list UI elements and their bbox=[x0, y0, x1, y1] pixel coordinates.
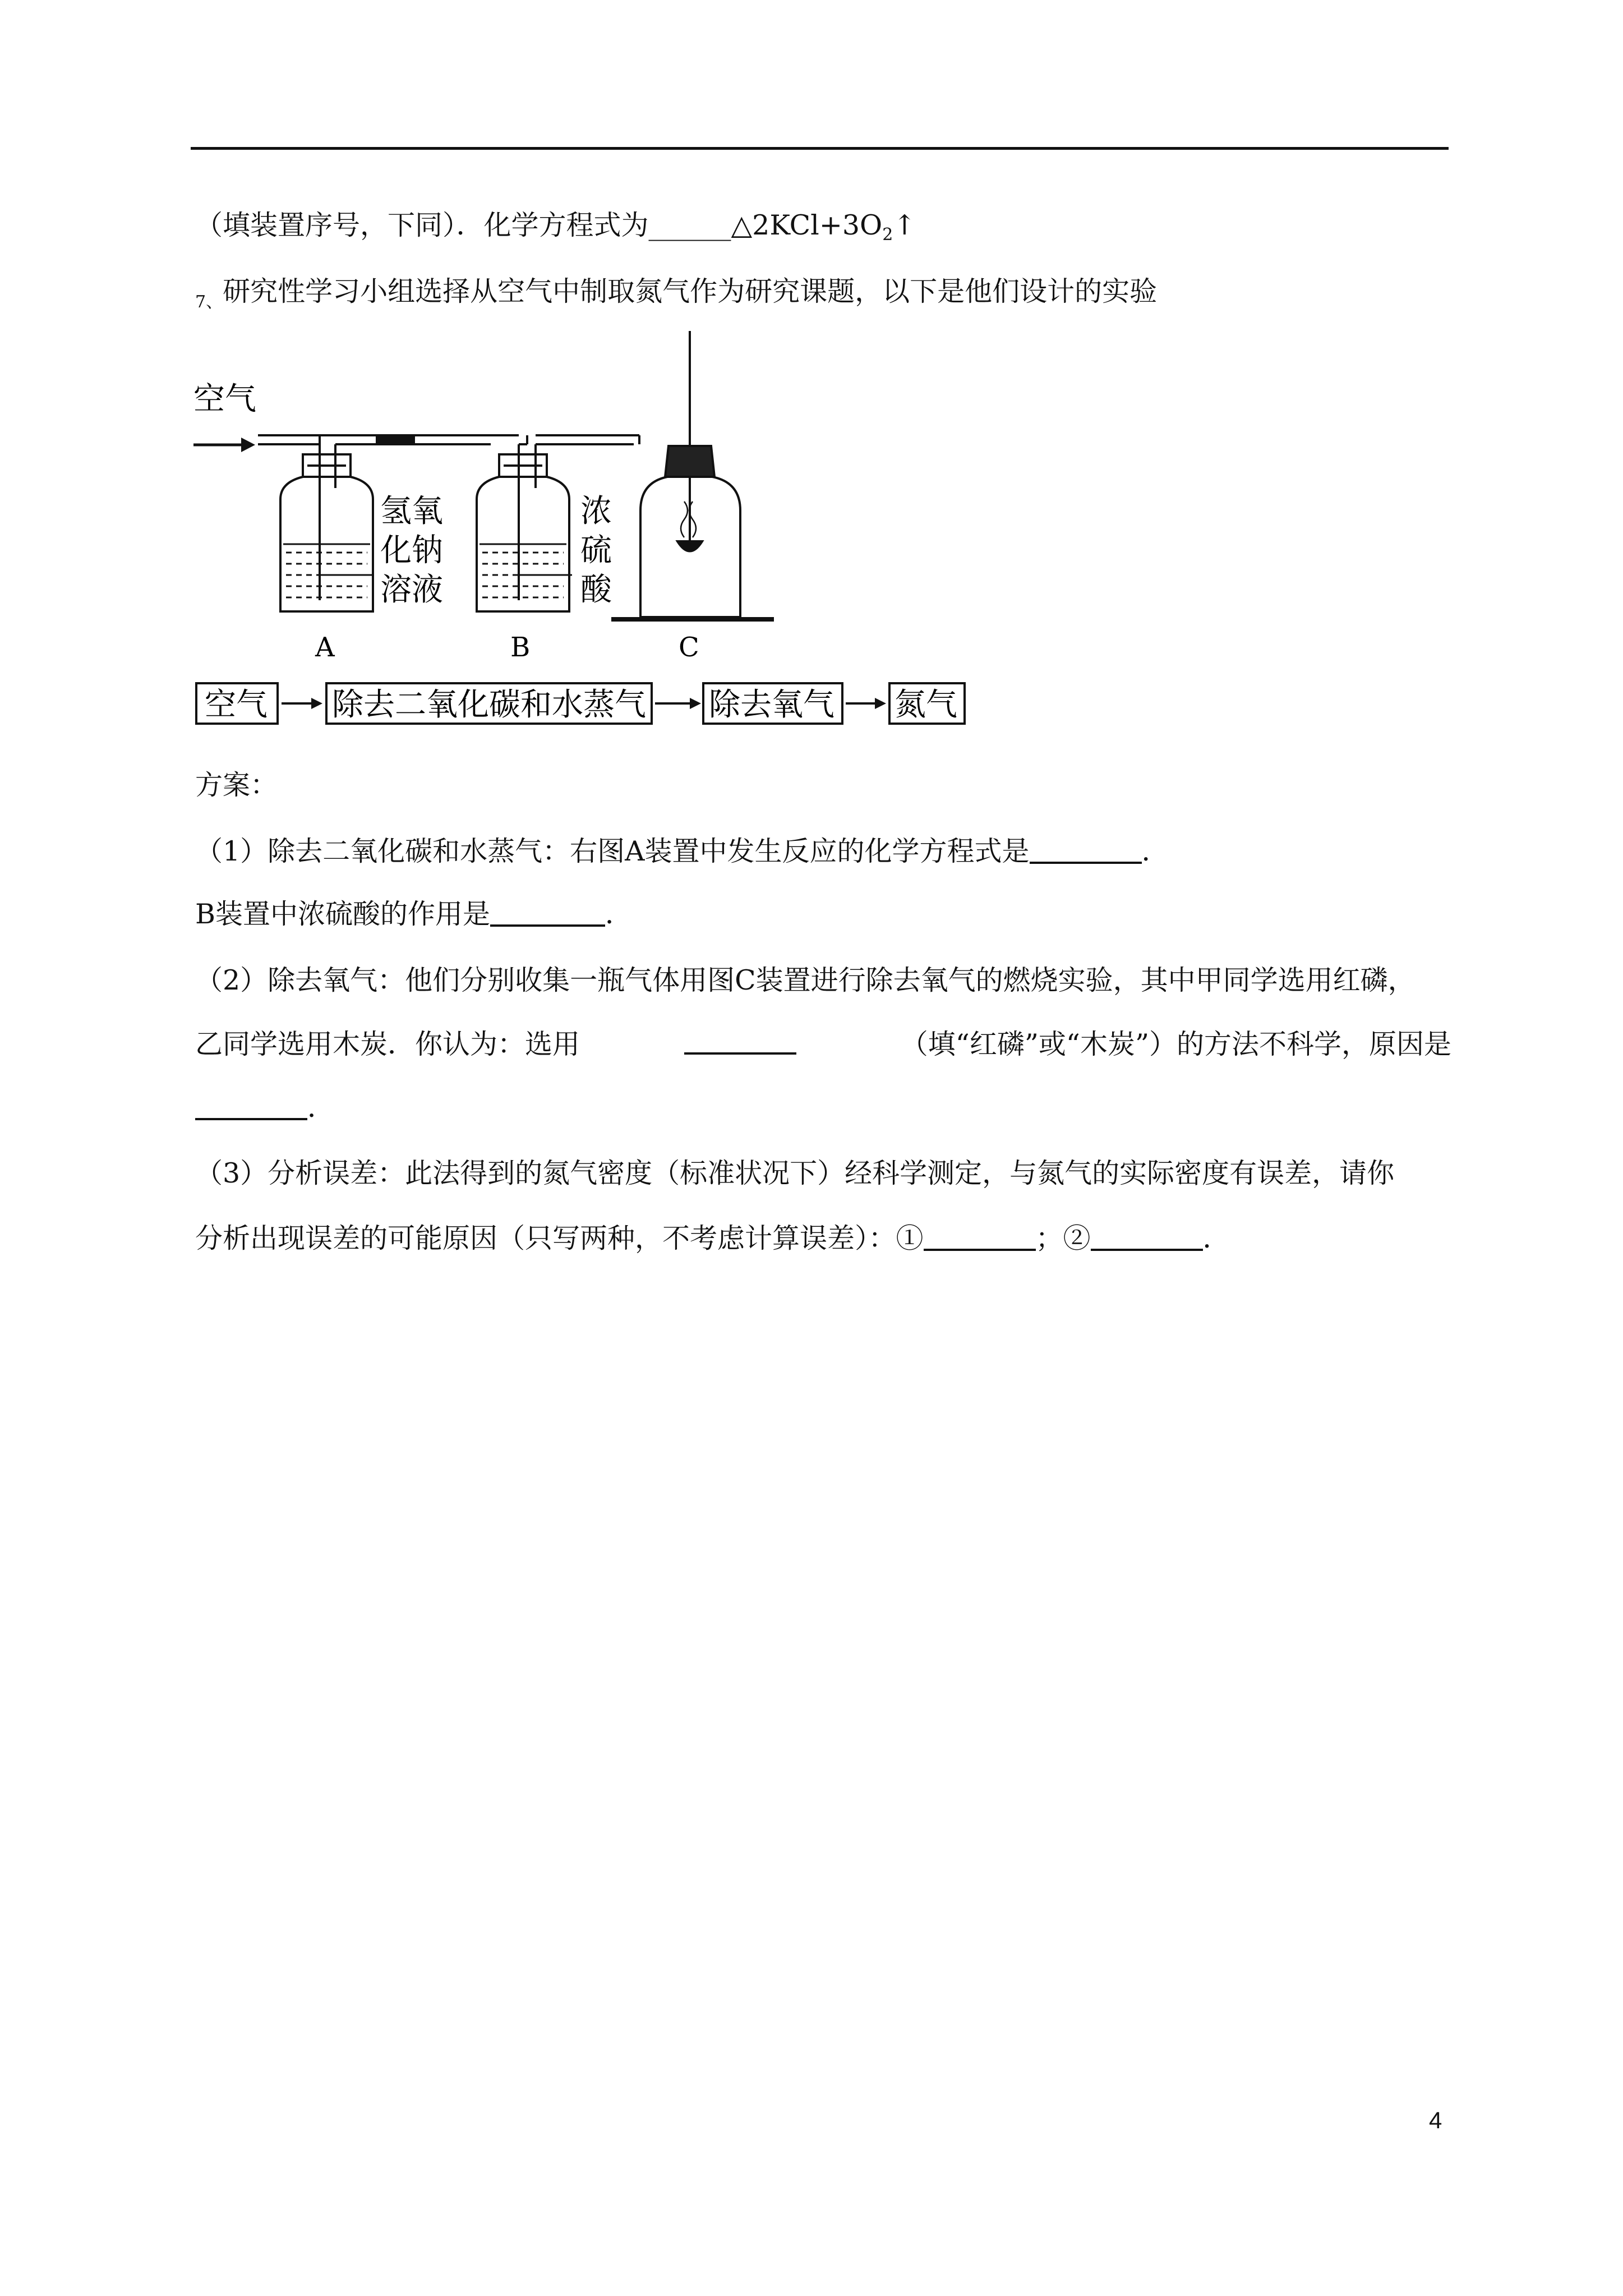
label-b: B bbox=[510, 632, 531, 663]
part-2-line-3: ． bbox=[195, 1091, 335, 1125]
flow-step-air: 空气 bbox=[205, 687, 268, 723]
reagent-a-line-2: 化钠 bbox=[380, 532, 443, 569]
header-rule bbox=[191, 147, 1449, 150]
flow-step-remove-o2: 除去氧气 bbox=[709, 687, 834, 723]
bottle-c bbox=[611, 331, 774, 619]
air-label: 空气 bbox=[193, 381, 256, 417]
reagent-b-line-1: 浓 bbox=[580, 493, 612, 530]
reagent-b-line-2: 硫 bbox=[580, 532, 612, 569]
answer-blank-3[interactable] bbox=[684, 1028, 796, 1055]
flow-step-nitrogen: 氮气 bbox=[895, 687, 957, 723]
question-7: $_{7、}$研究性学习小组选择从空气中制取氮气作为研究课题，以下是他们设计的实验 bbox=[195, 275, 1158, 312]
part-3-line-2: 分析出现误差的可能原因（只写两种，不考虑计算误差）：① ；② ． bbox=[195, 1222, 1230, 1254]
flow-step-remove-co2: 除去二氧化碳和水蒸气 bbox=[332, 687, 646, 723]
answer-blank-6[interactable] bbox=[1091, 1224, 1203, 1251]
reagent-a-line-1: 氢氧 bbox=[380, 493, 443, 530]
liquid-a bbox=[283, 544, 370, 597]
rubber-connector bbox=[376, 434, 415, 445]
text-line-equation: （填装置序号，下同）．化学方程式为$\_\_\_\_\_\_\triangle 2KCl+3O_2↑$ bbox=[195, 209, 916, 245]
part-1-line-1: （1）除去二氧化碳和水蒸气：右图A装置中发生反应的化学方程式是 ． bbox=[195, 835, 1169, 867]
reagent-b-line-3: 酸 bbox=[580, 572, 612, 608]
part-2-line-2: 乙同学选用木炭．你认为：选用 （填“红磷”或“木炭”）的方法不科学，原因是 bbox=[195, 1028, 1451, 1060]
answer-blank-2[interactable] bbox=[490, 900, 605, 927]
part-1-line-2: B装置中浓硫酸的作用是 ． bbox=[195, 898, 633, 930]
connecting-tubes bbox=[258, 435, 639, 444]
page-number: 4 bbox=[1429, 2107, 1442, 2133]
flow-chart bbox=[196, 683, 965, 724]
air-inlet-arrow bbox=[193, 438, 255, 452]
answer-blank-1[interactable] bbox=[1030, 837, 1142, 864]
answer-blank-5[interactable] bbox=[924, 1224, 1036, 1251]
label-c: C bbox=[679, 632, 699, 663]
answer-blank-4[interactable] bbox=[195, 1093, 307, 1120]
apparatus-figure bbox=[185, 325, 1015, 752]
flow-arrowhead-3 bbox=[875, 698, 886, 709]
flow-arrowhead-2 bbox=[690, 698, 701, 709]
liquid-b bbox=[479, 544, 566, 597]
label-a: A bbox=[315, 632, 335, 663]
flow-arrowhead-1 bbox=[311, 698, 322, 709]
reagent-a-line-3: 溶液 bbox=[380, 572, 443, 608]
scheme-heading: 方案： bbox=[195, 769, 278, 801]
part-3-line-1: （3）分析误差：此法得到的氮气密度（标准状况下）经科学测定，与氮气的实际密度有误差，请你 bbox=[195, 1157, 1395, 1189]
part-2-line-1: （2）除去氧气：他们分别收集一瓶气体用图C装置进行除去氧气的燃烧实验，其中甲同学选用红磷， bbox=[195, 964, 1415, 996]
